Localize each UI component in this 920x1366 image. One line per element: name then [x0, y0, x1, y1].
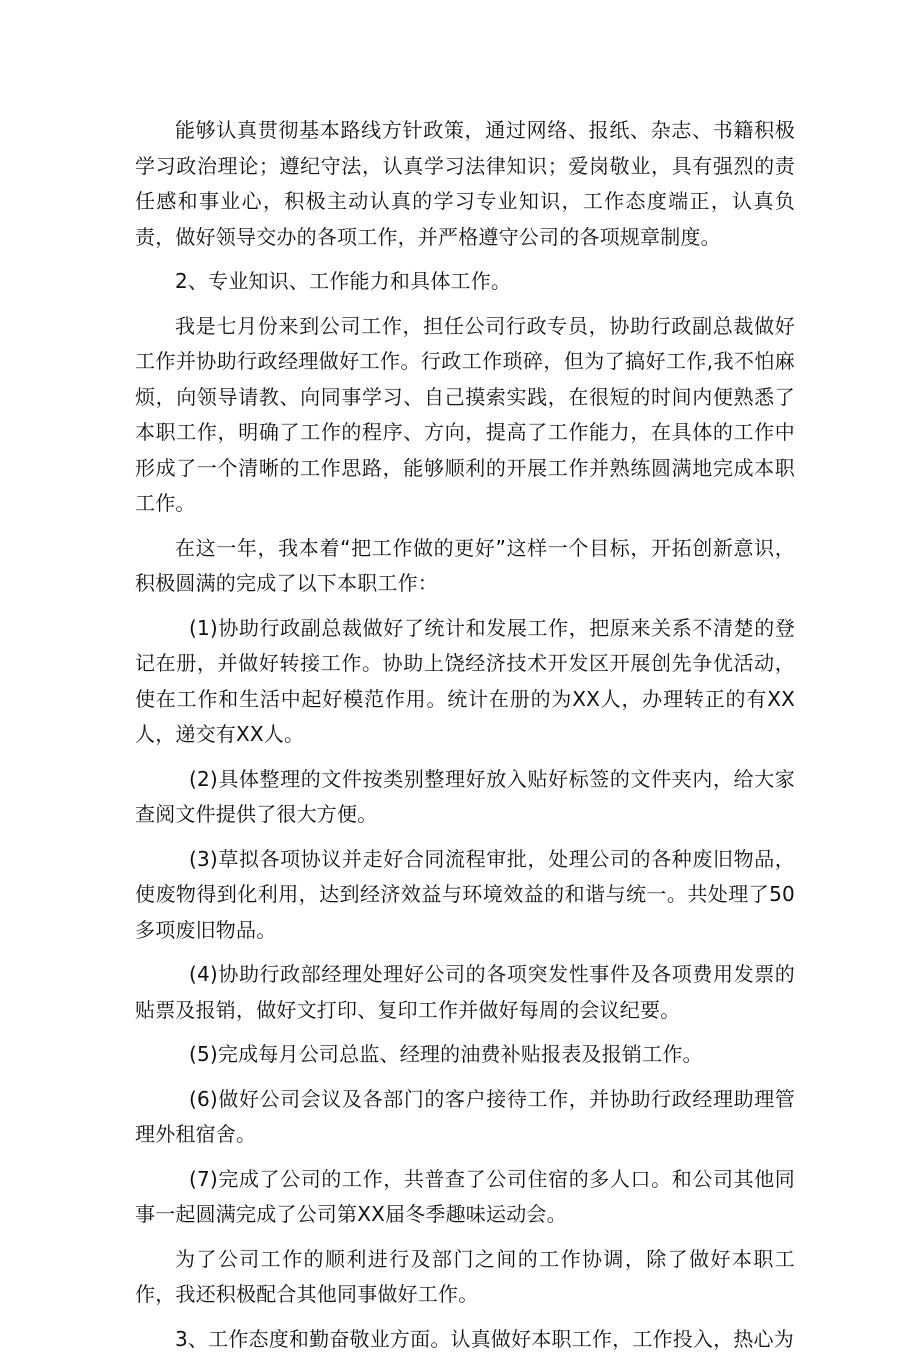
paragraph-year-goal: 在这一年，我本着“把工作做的更好”这样一个目标，开拓创新意识，积极圆满的完成了以下本职工作： — [135, 535, 795, 595]
heading-work-attitude: 3、工作态度和勤奋敬业方面。认真做好本职工作，工作投入，热心为 — [175, 1326, 794, 1351]
heading-professional-knowledge: 2、专业知识、工作能力和具体工作。 — [175, 269, 512, 293]
paragraph-cooperation: 为了公司工作的顺利进行及部门之间的工作协调，除了做好本职工作，我还积极配合其他同事做好工作。 — [135, 1246, 795, 1306]
document-body — [135, 113, 795, 1366]
paragraph-job-introduction: 我是七月份来到公司工作，担任公司行政专员，协助行政副总裁做好工作并协助行政经理做好工作。行政工作琐碎，但为了搞好工作,我不怕麻烦，向领导请教、向同事学习、自己摸索实践，在很短的时间内便熟悉了本职工作，明确了工作的程序、方向，提高了工作能力，在具体的工作中形成了一个清晰的工作思路，能够顺利的开展工作并熟练圆满地完成本职工作。 — [135, 313, 795, 515]
paragraph-political-study: 能够认真贯彻基本路线方针政策，通过网络、报纸、杂志、书籍积极学习政治理论；遵纪守法，认真学习法律知识；爱岗敬业，具有强烈的责任感和事业心，积极主动认真的学习专业知识，工作态度端正，认真负责，做好领导交办的各项工作，并严格遵守公司的各项规章制度。 — [135, 118, 795, 249]
list-item-1: (1)协助行政副总裁做好了统计和发展工作，把原来关系不清楚的登记在册，并做好转接工作。协助上饶经济技术开发区开展创先争优活动，使在工作和生活中起好模范作用。统计在册的为XX人，办理转正的有XX人，递交有XX人。 — [135, 615, 795, 746]
list-item-2: (2)具体整理的文件按类别整理好放入贴好标签的文件夹内，给大家查阅文件提供了很大方便。 — [135, 766, 795, 826]
list-item-5: (5)完成每月公司总监、经理的油费补贴报表及报销工作。 — [189, 1042, 703, 1066]
list-item-6: (6)做好公司会议及各部门的客户接待工作，并协助行政经理助理管理外租宿舍。 — [135, 1086, 795, 1146]
list-item-3: (3)草拟各项协议并走好合同流程审批，处理公司的各种废旧物品，使废物得到化利用，达到经济效益与环境效益的和谐与统一。共处理了50多项废旧物品。 — [135, 846, 795, 942]
list-item-4: (4)协助行政部经理处理好公司的各项突发性事件及各项费用发票的贴票及报销，做好文打印、复印工作并做好每周的会议纪要。 — [135, 962, 795, 1022]
list-item-7: (7)完成了公司的工作，共普查了公司住宿的多人口。和公司其他同事一起圆满完成了公司第XX届冬季趣味运动会。 — [135, 1166, 795, 1226]
